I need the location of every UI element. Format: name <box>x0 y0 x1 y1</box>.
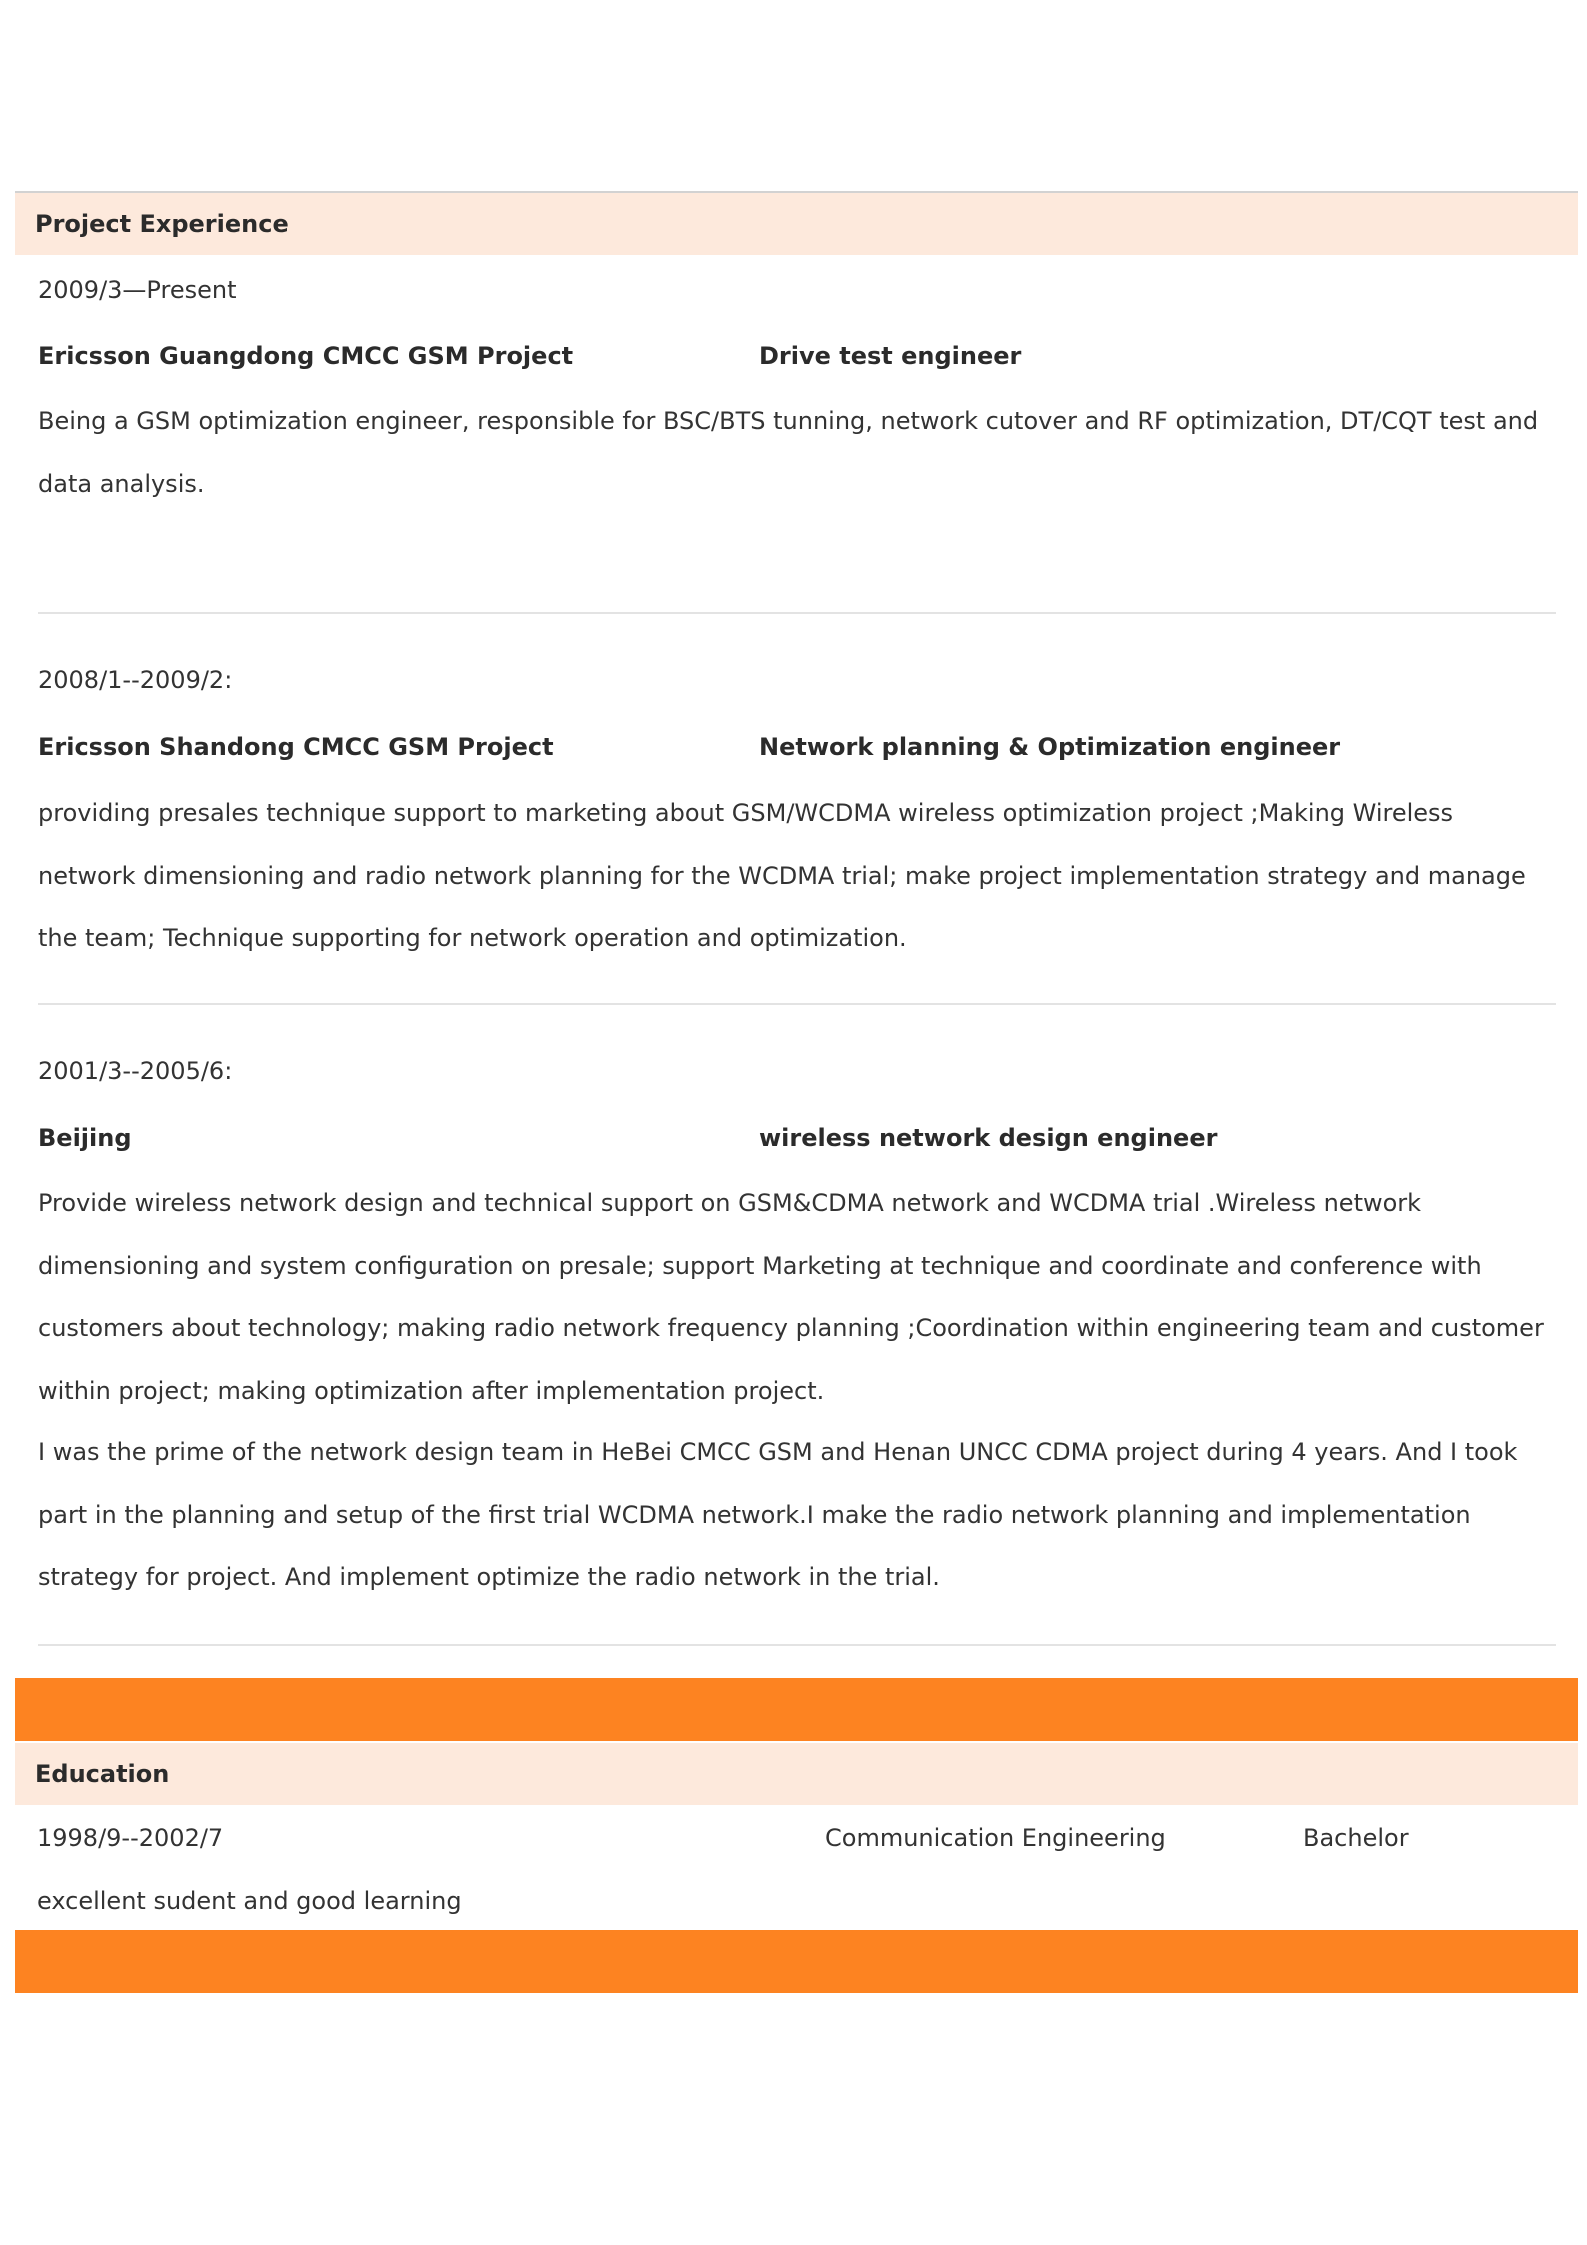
education-major: Communication Engineering <box>825 1824 1166 1852</box>
entry-3-role: wireless network design engineer <box>759 1124 1218 1152</box>
entry-3-company: Beijing <box>38 1124 132 1152</box>
education-period: 1998/9--2002/7 <box>37 1824 224 1852</box>
education-degree: Bachelor <box>1303 1824 1409 1852</box>
project-experience-header: Project Experience <box>15 193 1578 255</box>
entry-2-company: Ericsson Shandong CMCC GSM Project <box>38 733 554 761</box>
entry-1-divider <box>38 612 1556 614</box>
entry-3-period: 2001/3--2005/6: <box>38 1057 233 1085</box>
entry-1-period: 2009/3—Present <box>38 276 237 304</box>
education-note: excellent sudent and good learning <box>37 1887 462 1915</box>
entry-1-description: Being a GSM optimization engineer, responsible for BSC/BTS tunning, network cutover and RF optimization, DT/CQT test and data analysis. <box>38 407 1539 498</box>
entry-2-role: Network planning & Optimization engineer <box>759 733 1341 761</box>
entry-2-period: 2008/1--2009/2: <box>38 666 233 694</box>
entry-3-description: Provide wireless network design and technical support on GSM&CDMA network and WCDMA trial .Wireless network dimensioning and system configuration on presale; support Marketing at technique and coordinate and conference with customers about technology; making radio network frequency planning ;Coordination within engineering team and customer within project; making optimization after implementation project. <box>38 1189 1544 1405</box>
entry-1-role: Drive test engineer <box>759 342 1022 370</box>
entry-2-divider <box>38 1003 1556 1005</box>
entry-3-divider <box>38 1644 1556 1646</box>
entry-3-description-2: I was the prime of the network design team in HeBei CMCC GSM and Henan UNCC CDMA project during 4 years. And I took part in the planning and setup of the first trial WCDMA network.I make the radio network planning and implementation strategy for project. And implement optimize the radio network in the trial. <box>38 1438 1518 1591</box>
entry-1-company: Ericsson Guangdong CMCC GSM Project <box>38 342 574 370</box>
education-header: Education <box>15 1743 1578 1805</box>
section-separator-bar <box>15 1678 1578 1741</box>
entry-2-description: providing presales technique support to marketing about GSM/WCDMA wireless optimization project ;Making Wireless network dimensioning and radio network planning for the WCDMA trial; make project implementation strategy and manage the team; Technique supporting for network operation and optimization. <box>38 799 1526 952</box>
bottom-bar <box>15 1930 1578 1993</box>
